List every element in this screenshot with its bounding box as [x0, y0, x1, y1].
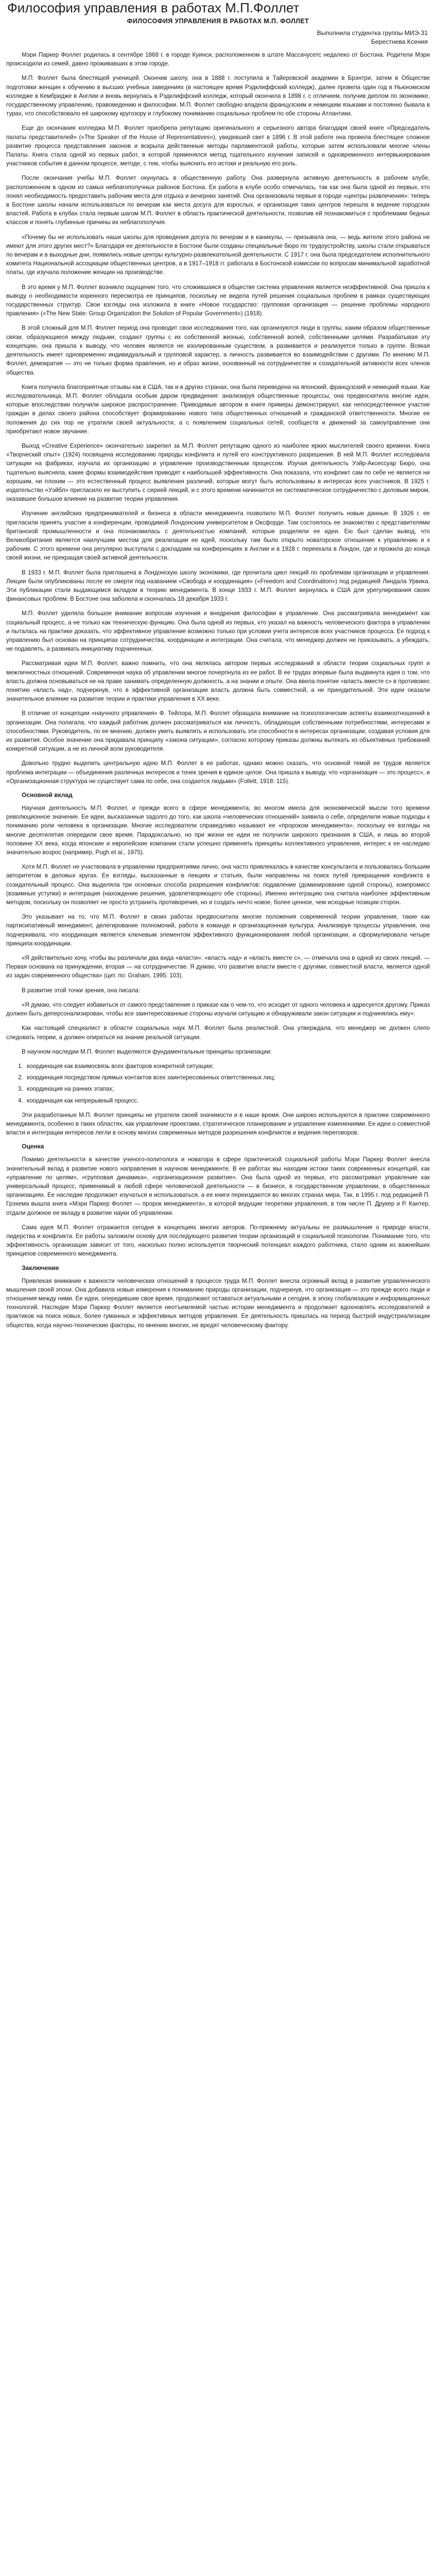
paragraph: После окончания учебы М.П. Фоллет окунулась в общественную работу. Она развернула активную деятельность в рабочем клубе, расположенном в одном из самых неблагополучных районов Бостона. Ее работа в клубе особо отмечалась, так как она была одной из первых, кто понял необходимость предоставить рабочим места для отдыха и вечерних занятий. Она организовала первые в городе «центры развлечения»: теперь в Бостоне школы начали использоваться по вечерам как места досуга для взрослых, и организация таких центров перешла в ведение городских властей. Работа в клубах стала первым шагом М.П. Фоллет в область практической деятельности, позволив ей познакомиться с проблемами бедных классов и понять глубинные причины их неблагополучия. — [6, 175, 430, 226]
paragraph: «Я действительно хочу, чтобы вы различали два вида «власти»: «власть над» и «власть вместе с», — отмечала она в одной из своих лекций. — Первая основана на принуждении, вторая — на сотрудничестве. Я думаю, что развитие власти вместе с другими, совместной власти, является одной из задач современного общества» (цит. по: Graham, 1995: 103). — [6, 955, 430, 979]
author-group: Выполнила студентка группы МИЭ-31 — [317, 29, 428, 37]
essay-body — [6, 50, 430, 1330]
paragraph: Хотя М.П. Фоллет не участвовала в управлении предприятиями лично, она часто привлекалась в качестве консультанта и пользовалась большим авторитетом в деловых кругах. Ее взгляды, высказанные в лекциях и статьях, были направлены на поиск путей превращения конфликта в созидательный процесс. Она выделяла три основных способа разрешения конфликтов: подавление (доминирование одной стороны), компромисс (взаимные уступки) и интеграция (нахождение решения, удовлетворяющего обе стороны). Именно интеграцию она считала наиболее эффективным методом, поскольку он позволяет не просто устранить противоречия, но и создать нечто новое, более ценное, чем исходные позиции сторон. — [6, 863, 430, 906]
paragraph: В научном наследии М.П. Фоллет выделяются фундаментальные принципы организации: — [22, 1048, 272, 1055]
principles-list — [6, 1062, 430, 1105]
paragraph: Рассматривая идеи М.П. Фоллет, важно помнить, что она являлась автором первых исследований в области теории социальных групп и межличностных отношений. Современная наука об управлении многое почерпнула из ее работ. В ее трудах впервые была выдвинута идея о том, что власть должна основываться не на праве занимать определенную должность, а на знании и опыте. Она ввела понятие «власть вместе с» в противовес понятию «власть над», подчеркнув, что в эффективной организации власть должна быть совместной, а не принудительной. Эти идеи оказали значительное влияние на развитие теории и практики управления в XX веке. — [6, 660, 430, 703]
section-heading: Основной вклад — [22, 791, 73, 799]
paragraph: В отличие от концепции «научного управления» Ф. Тейлора, М.П. Фоллет обращала внимание на психологические аспекты взаимоотношений в организации. Она полагала, что каждый работник должен рассматриваться как личность, обладающая собственными потребностями, интересами и способностями. Руководитель, по ее мнению, должен уметь выявлять и использовать эти способности в интересах организации, создавая условия для их развития. Особое значение она придавала принципу «закона ситуации», согласно которому приказы должны вытекать из объективных требований конкретной ситуации, а не из личной воли руководителя. — [6, 710, 430, 753]
paragraph: Еще до окончания колледжа М.П. Фоллет приобрела репутацию оригинального и серьезного автора благодаря своей книге «Председатель палаты представителей» («The Speaker of the House of Representatives»), увидевшей свет в 1896 г. В этой работе она провела блестящее сложное развитие процесса представления законов и вскрыла действенные методы парламентской работы, которые затем использовали многие члены Палаты. Книга стала одной из первых работ, в которой применялся метод тщательного изучения записей и одновременного интервьюирования участников события в данном процессе, методе, с тем, чтобы выяснить его истоки и реальную его роль. — [6, 125, 430, 167]
paragraph: Это указывает на то, что М.П. Фоллет в своих работах предвосхитила многие положения современной теории управления, такие как партисипативный менеджмент, делегирование полномочий, работа в команде и организационная культура. Анализируя процессы управления, она подчеркивала, что координация является ключевым элементом эффективного функционирования любой организации, и сформулировала четыре принципа координации. — [6, 913, 430, 947]
paragraph: М.П. Фоллет уделяла большое внимание вопросам изучения и внедрения философии в управление. Она рассматривала менеджмент как социальный процесс, а не только как техническую функцию. Она была одной из первых, кто указал на важность человеческого фактора в управлении и пыталась на практике доказать, что эффективное управление возможно только при условии учета интересов всех участников процесса. Ее подход к управлению был основан на принципах сотрудничества, координации и интеграции. Она считала, что менеджер должен не приказывать, а убеждать, не подавлять, а развивать инициативу подчиненных. — [6, 610, 430, 653]
paragraph: Научная деятельность М.П. Фоллет, и прежде всего в сфере менеджмента, во многом имела для экономической мысли того времени революционное значение. Ее идеи, высказанные задолго до того, как школа «человеческих отношений» заявила о себе, определили новые подходы к пониманию роли человека в организации. Многие исследователи справедливо называют ее «пророком менеджмента», поскольку ее взгляды на многие десятилетия опередили свое время. Парадоксально, но при жизни ее идеи не получили широкого признания в США, и лишь во второй половине XX века, когда японские и европейские компании стали успешно применять принципы коллективного управления, интерес к ее наследию значительно возрос (например, Pugh et al., 1975). — [6, 805, 430, 856]
list-item: 4. координация как непрерывный процесс. — [25, 1096, 430, 1105]
paragraph: Довольно трудно выделить центральную идею М.П. Фоллет в ее работах, однако можно сказать, что основной темой ее трудов является проблема интеграции — объединения различных интересов и точек зрения в единое целое. Она пришла к выводу, что «организация — это процесс», и «Организационная структура не существует сама по себе, она создается людьми» (Follett, 1918: 115). — [6, 760, 430, 785]
paragraph: В этой сложный для М.П. Фоллет период она проводит свои исследования того, как организуются люди в группы, каким образом общественные связи, образующиеся между людьми, создают группы с их собственной жизнью, собственной волей, собственными целями. Разрабатывая эту концепцию, она пришла к выводу, что человек является не изолированным существом, а развивается и реализуется только в группе. Всякая деятельность имеет одновременно индивидуальный и групповой характер, а личность развивается во взаимодействии с другими. По мнению М.П. Фоллет, демократия — это не только форма правления, но и образ жизни, основанный на сотрудничестве и созидательной активности всех членов общества. — [6, 325, 430, 376]
list-item: 1. координация как взаимосвязь всех факторов конкретной ситуации; — [25, 1062, 430, 1071]
essay-heading: ФИЛОСОФИЯ УПРАВЛЕНИЯ В РАБОТАХ М.П. ФОЛЛЕТ — [127, 18, 309, 25]
paragraph: Выход «Creative Experience» окончательно закрепил за М.П. Фоллет репутацию одного из наиболее ярких мыслителей своего времени. Книга «Творческий опыт» (1924) посвящена исследованию природы конфликта и путей его конструктивного разрешения. В ней М.П. Фоллет исследовала ситуации на фабриках, изучала их организацию и управление производственным процессом. Изучая деятельность Уэйр-Аксессуар Бюро, она тщательно выясняла, какие формы взаимодействия приводят к наибольшей эффективности. Она показала, что конфликт сам по себе не является ни хорошим, ни плохим — это естественный процесс выявления различий, которые могут быть использованы в интересах всех участников. В 1925 г. издательство «Уэйбл» пригласило ее выступить с серией лекций, и с этого времени начинается ее систематическое сотрудничество с деловым миром, оказавшее большое влияние на развитие теории управления. — [6, 442, 430, 503]
section-heading: Оценка — [22, 1143, 44, 1150]
paragraph: В развитие этой точки зрения, она писала: — [22, 987, 141, 994]
list-item: 3. координация на ранних этапах; — [25, 1084, 430, 1093]
section-heading: Заключение — [22, 1264, 59, 1272]
paragraph: Помимо деятельности в качестве ученого-политолога и новатора в сфере практической социальной работы Мэри Паркер Фоллет внесла значительный вклад в развитие нового направления в научном менеджменте. В ее работах мы находим истоки таких современных концепций, как «управление по целям», «групповая динамика», «организационное развитие». Она была одной из первых, кто рассматривал управление как универсальный процесс, применимый в любой сфере человеческой деятельности — в бизнесе, в государственном управлении, в общественных организациях. Ее наследие продолжает изучаться и использоваться, а ее книги переиздаются во многих странах мира. Так, в 1995 г. под редакцией П. Грэхема вышла книга «Мэри Паркер Фоллет — пророк менеджмента», в которой ведущие теоретики управления, в том числе П. Друкер и Р. Кантер, отдали должное ее вкладу в развитие науки об управлении. — [6, 1156, 430, 1216]
paragraph: Сама идея М.П. Фоллет отражается сегодня в концепциях многих авторов. По-прежнему актуальны ее размышления о природе власти, лидерства и конфликта. Ее работы заложили основу для последующего развития теории организаций и социальной психологии. Понимание того, что эффективность организации зависит от того, насколько полно используется творческий потенциал каждого работника, стало одним из важнейших принципов современного менеджмента. — [6, 1224, 430, 1258]
paragraph: Эти разработанные М.П. Фоллет принципы не утратили своей значимости и в наше время. Они широко используются в практике современного менеджмента, особенно в таких областях, как управление проектами, стратегическое планирование и управление изменениями. Ее идеи о совместной власти и интеграции интересов легли в основу многих современных методов разрешения конфликтов и ведения переговоров. — [6, 1111, 430, 1137]
paragraph: «Я думаю, что следует избавиться от самого представления о приказе как о чем-то, что исходит от одного человека и адресуется другому. Приказ должен быть деперсонализирован, чтобы все заинтересованные стороны изучали ситуацию и обнаруживали закон ситуации и подчинялись ему». — [6, 1001, 430, 1018]
paragraph: Мэри Паркер Фоллет родилась в сентябре 1868 г. в городе Куинси, расположенном в штате Массачусетс недалеко от Бостона. Родители Мэри происходили из семей, давно проживавших в этом городе. — [6, 52, 430, 67]
paragraph: Изучение английских предпринимателей и бизнеса в области менеджмента позволило М.П. Фоллет получить новые данные. В 1926 г. ее пригласили принять участие в конференции, проводимой Лондонским университетом в Оксфорде. Там состоялось ее знакомство с представителями британской промышленности и она познакомилась с деятельностью компаний, которые разделяли ее идеи. Ею был сделан вывод, что Великобритания является наилучшим местом для реализации ее идей, поскольку там было открыто новаторское отношение к управлению и к рабочим. С этого времени она регулярно выступала с докладами на конференциях в Англии и в 1928 г. переехала в Лондон, где и прожила до конца своей жизни, не прекращая своей активной деятельности. — [6, 510, 430, 562]
paragraph: «Почему бы не использовать наши школы для проведения досуга по вечерам и в каникулы, — призывала она, — ведь жители этого района не имеют для этого других мест?» Благодаря ее деятельности в Бостоне были созданы специальные бюро по трудоустройству, школы стали открываться по вечерам и в выходные дни, появились новые центры культурно-развлекательной деятельности. С 1917 г. она была председателем исполнительного комитета Национальной ассоциации общественных центров, а в 1917–1918 гг. работала в Бостонской комиссии по вопросам минимальной заработной платы, где изучала положение женщин на производстве. — [6, 233, 430, 276]
paragraph: В 1933 г. М.П. Фоллет была приглашена в Лондонскую школу экономики, где прочитала цикл лекций по проблемам организации и управления. Лекции были опубликованы после ее смерти под названием «Свобода и координация» («Freedom and Coordination») под редакцией Линдала Урвика. Эти публикации стали выдающимся вкладом в теорию менеджмента. В конце 1933 г. М.П. Фоллет вернулась в США для урегулирования своих финансовых проблем. В Бостоне она заболела и скончалась 18 декабря 1933 г. — [6, 569, 430, 603]
author-name: Берестнева Ксения — [371, 38, 428, 45]
list-item: 2. координация посредством прямых контактов всех заинтересованных ответственных лиц; — [25, 1073, 430, 1082]
paragraph: Привлекая внимание к важности человеческих отношений в процессе труда М.П. Фоллет внесла огромный вклад в развитие управленческого мышления своей эпохи. Она добавила новые измерения к пониманию природы организации, подчеркнув, что организация — это прежде всего люди и отношения между ними. Ее идеи, опередившие свое время, продолжают оставаться актуальными и сегодня, в эпоху глобализации и информационных технологий. Наследие Мэри Паркер Фоллет является неотъемлемой частью истории менеджмента и продолжает вдохновлять исследователей и практиков на поиск новых, более гуманных и эффективных методов управления. Ее деятельность пришлась на период быстрой индустриализации общества, когда научно-технические факторы, по мнению многих, не вредят человеческому фактору. — [6, 1277, 430, 1329]
author-line — [6, 29, 428, 46]
paragraph: Книга получила благоприятные отзывы как в США, так и в других странах, она была переведена на японский, французский и немецкий языки. Как исследовательница, М.П. Фоллет обладала особым даром предвидения: анализируя общественные процессы, она предвосхитила многие идеи, которые впоследствии получили широкое распространение. Приводимые автором в книге примеры демонстрируют, как непосредственное участие граждан в делах своего района способствует формированию нового типа общественных отношений и гражданской ответственности. Многие ее положения до сих пор не утратили своей актуальности, а с появлением социальных сетей, сообществ и движений за самоуправление они приобретают новое звучание. — [6, 383, 430, 435]
paragraph: В это время у М.П. Фоллет возникло ощущение того, что сложившаяся в обществе система управления является неэффективной. Она пришла к выводу о необходимости коренного пересмотра ее принципов, поскольку не видела путей решения социальных проблем в рамках существующих государственных структур. Свои взгляды она изложила в книге «Новое государство: групповая организация — решение проблемы народного правления» («The New State: Group Organization the Solution of Popular Government») (1918). — [6, 283, 430, 317]
paragraph: М.П. Фоллет была блестящей ученицей. Окончив школу, она в 1888 г. поступила в Тайеровской академии в Брэнтри, затем в Обществе подготовки женщин к обучению в высших учебных заведениях (в настоящее время Рэдклиффский колледж), далее провела один год в Ньюнэмском колледже в Кембридже в Англии и вновь вернулась в Рэдклиффский колледж, который окончила в 1898 г. с отличием, получив диплом по экономике, государственному управлению, правоведению и философии. М.П. Фоллет свободно владела французским и немецким языками и постоянно бывала в турах, что способствовало её широкому кругозору и глубокому пониманию социальных проблем по обе стороны Атлантики. — [6, 75, 430, 117]
paragraph: Как настоящий специалист в области социальных наук М.П. Фоллет была реалисткой. Она утверждала, что менеджер не должен слепо следовать теории, а должен опираться на знание реальной ситуации. — [6, 1025, 430, 1041]
document-title: Философия управления в работах М.П.Фоллет — [7, 0, 300, 15]
